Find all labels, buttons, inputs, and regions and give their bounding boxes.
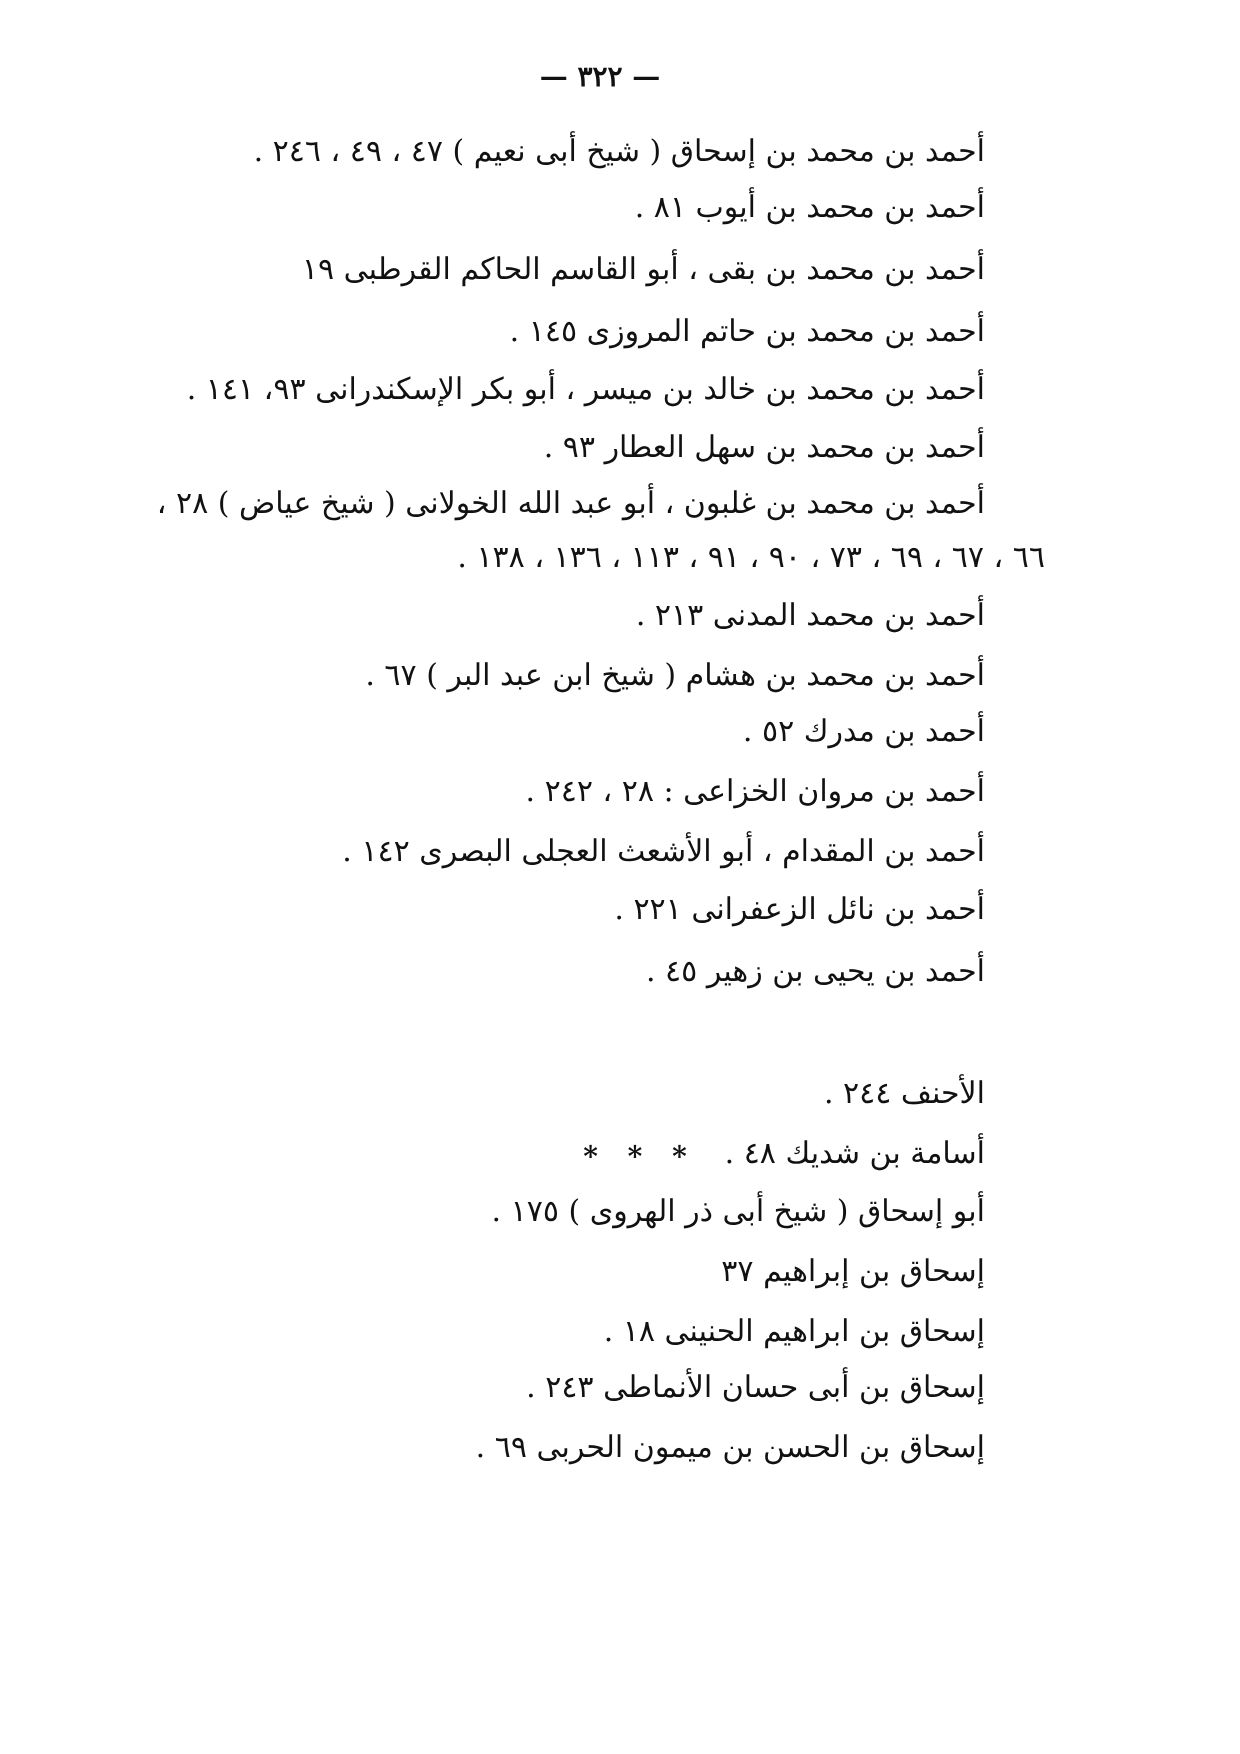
index-entry: أبو إسحاق ( شيخ أبى ذر الهروى ) ١٧٥ .	[491, 1194, 985, 1229]
index-entry: إسحاق بن ابراهيم الحنينى ١٨ .	[603, 1314, 985, 1349]
index-entry: أحمد بن محمد بن أيوب ٨١ .	[634, 190, 985, 225]
index-entry: أحمد بن محمد بن حاتم المروزى ١٤٥ .	[509, 314, 985, 349]
section-separator: * * *	[583, 1140, 697, 1173]
index-entry: أحمد بن محمد المدنى ٢١٣ .	[635, 598, 985, 633]
index-entry: الأحنف ٢٤٤ .	[823, 1076, 985, 1111]
index-entry: أحمد بن محمد بن خالد بن ميسر ، أبو بكر الإسكندرانى ٩٣، ١٤١ .	[186, 372, 985, 407]
index-entry: إسحاق بن الحسن بن ميمون الحربى ٦٩ .	[475, 1430, 985, 1465]
index-entry: أحمد بن مروان الخزاعى : ٢٨ ، ٢٤٢ .	[525, 774, 985, 809]
index-entry-continuation: ٦٦ ، ٦٧ ، ٦٩ ، ٧٣ ، ٩٠ ، ٩١ ، ١١٣ ، ١٣٦ ، ١٣٨ .	[457, 540, 1045, 575]
index-entry: إسحاق بن إبراهيم ٣٧	[721, 1254, 985, 1289]
index-entry: أحمد بن محمد بن هشام ( شيخ ابن عبد البر ) ٦٧ .	[365, 658, 985, 693]
index-entry: أحمد بن مدرك ٥٢ .	[742, 714, 985, 749]
index-entry: أحمد بن محمد بن إسحاق ( شيخ أبى نعيم ) ٤٧ ، ٤٩ ، ٢٤٦ .	[253, 134, 985, 169]
index-entry: أحمد بن نائل الزعفرانى ٢٢١ .	[614, 892, 985, 927]
page-number: — ٣٢٢ —	[539, 60, 661, 93]
index-entry: أحمد بن محمد بن غلبون ، أبو عبد الله الخولانى ( شيخ عياض ) ٢٨ ،	[156, 486, 985, 521]
index-entry: أسامة بن شديك ٤٨ .	[724, 1136, 985, 1171]
index-entry: أحمد بن محمد بن بقى ، أبو القاسم الحاكم القرطبى ١٩	[301, 252, 985, 287]
index-entry: إسحاق بن أبى حسان الأنماطى ٢٤٣ .	[526, 1370, 985, 1405]
index-entry: أحمد بن المقدام ، أبو الأشعث العجلى البصرى ١٤٢ .	[342, 834, 985, 869]
index-entry: أحمد بن محمد بن سهل العطار ٩٣ .	[543, 430, 985, 465]
index-entry: أحمد بن يحيى بن زهير ٤٥ .	[645, 954, 985, 989]
